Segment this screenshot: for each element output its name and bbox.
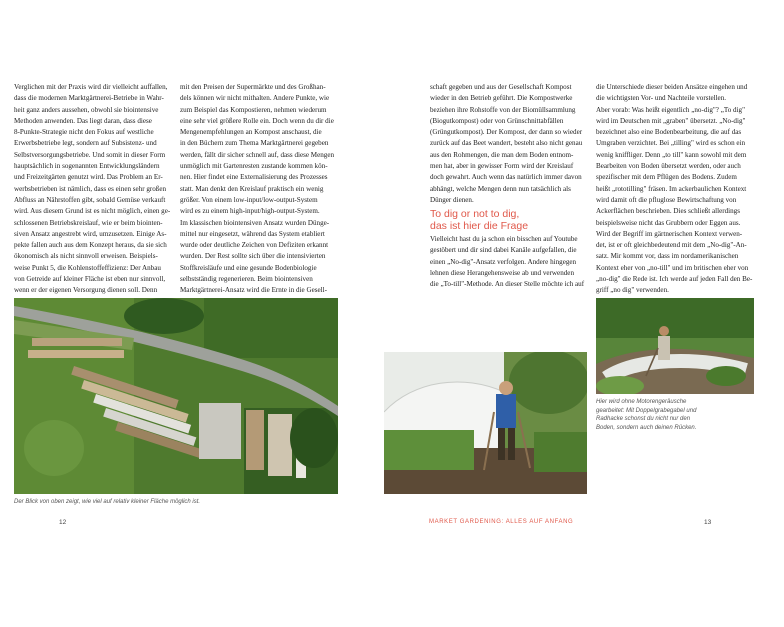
left-column-2: mit den Preisen der Supermärkte und des Großhan- dels können wir nicht mithalten. Andere Punkte, wie zum Beispiel das Kompostieren, nehmen wiederum eine sehr viel größere Rolle ein. Doch wenn du dir die Mengenempfehlungen an Kompost anschaust, die in den Büchern zum Thema Marktgärtnerei gegeben werden, fällt dir sicher schnell auf, dass diese Mengen unmöglich mit Gartenresten zustande kommen kön- nen. Hier findet eine Externalisierung des Prozesses statt. Man denkt den Kreislauf praktisch ein wenig größer. Von einem low-input/low-output-System wird es zu einem high-input/high-output-System. Im klassischen biointensiven Ansatz wurden Dünge- mittel nur eingesetzt, während das System etabliert wurde oder deutliche Zeichen von Defiziten erkannt wurden. Der Rest sollte sich über die intensivierten Stoffkreisläufe und eine gesunde Bodenbiologie selbstständig regenerieren. Beim biointensiven Marktgärtnerei-Ansatz wird die Ernte in die Gesell-	[180, 83, 335, 295]
greenhouse-photo	[596, 298, 754, 394]
right-column-1-top: schaft gegeben und aus der Gesellschaft Kompost wieder in den Betrieb geführt. Die Kompostwerke beziehen ihre Rohstoffe von der Biomüllsammlung (Biogutkompost) oder von Grünschnittabfällen (Grüngutkompost). Der Kompost, der dann so wieder zurück auf das Beet wandert, besteht also nicht genau aus den Rohmengen, die man dem Boden entnom- men hat, aber in gewisser Form wird der Kreislauf doch gewahrt. Auch wenn das natürlich immer davon abhängt, welche Mengen denn nun tatsächlich als Dünger dienen.	[430, 83, 583, 204]
gardener-photo-caption: Hier wird ohne Motorengeräusche gearbeitet: Mit Doppelgrabegabel und Radhacke schonst du nicht nur den Boden, sondern auch deinen Rücken.	[596, 399, 697, 431]
left-column-1: Verglichen mit der Praxis wird dir vielleicht auffallen, dass die modernen Marktgärtnerei-Betriebe in Wahr- heit ganz anders aussehen, obwohl sie biointensive Methoden anwenden. Das liegt daran, dass diese 8-Punkte-Strategie nicht den Fokus auf westliche Erwerbsbetriebe legt, sondern auf Subsistenz- und Selbstversorgungsbetriebe. Und somit in dieser Form hauptsächlich in sogenannten Entwicklungsländern und Freizeitgärten genutzt wird. Das Problem an Er- werbsbetrieben ist nämlich, dass es einen sehr großen Abfluss an Nährstoffen gibt, sobald Gemüse verkauft wird. Aus diesem Grund ist es nicht möglich, einen ge- schlossenen Betriebskreislauf, wie er beim biointen- siven Ansatz angestrebt wird, umzusetzen. Einige As- pekte fallen auch aus dem Konzept heraus, da sie sich ökonomisch als nicht sinnvoll erweisen. Beispiels- weise Punkt 5, die Kohlenstoffeffizienz: Der Anbau von Getreide auf kleiner Fläche ist eben nur sinnvoll, wenn er der eigenen Versorgung dienen soll. Denn	[14, 83, 171, 295]
running-head: MARKET GARDENING: ALLES AUF ANFANG	[429, 519, 574, 525]
aerial-photo-caption: Der Blick von oben zeigt, wie viel auf relativ kleiner Fläche möglich ist.	[14, 499, 201, 505]
right-column-1-bottom: Vielleicht hast du ja schon ein bisschen auf Youtube gestöbert und dir sind dabei Kanäle aufgefallen, die einen „No-dig"-Ansatz verfolgen. Andere hingegen lehnen diese Herangehensweise ab und verwenden die „To-till"-Methode. An dieser Stelle möchte ich auf	[430, 235, 585, 289]
aerial-farm-photo	[14, 298, 338, 494]
page-number-left: 12	[59, 519, 67, 526]
section-heading: To dig or not to dig, das ist hier die Frage	[430, 208, 529, 232]
right-column-2: die Unterschiede dieser beiden Ansätze eingehen und die wichtigsten Vor- und Nachteile vorstellen. Aber vorab: Was heißt eigentlich „no-dig"? „To dig" wird im Deutschen mit „graben" übersetzt. „No-dig" bezeichnet also eine Bodenbearbeitung, die auf das Umgraben verzichtet. Bei „tilling" wird es schon ein wenig kniffliger. Denn „to till" kann sowohl mit dem Bearbeiten von Boden übersetzt werden, oder auch spezifischer mit dem Pflügen des Bodens. Zudem heißt „rototilling" fräsen. Im ackerbaulichen Kontext wird damit oft die pfluglose Bewirtschaftung von Ackerflächen beschrieben. Dies schließt allerdings beispielsweise nicht das Grubbern oder Eggen aus. Wird der Begriff im gärtnerischen Kontext verwen- det, ist er oft gleichbedeutend mit dem „No-dig"-An- satz. Mir kommt vor, dass im nordamerikanischen Kontext eher von „no-till" und im britischen eher von „no-dig" die Rede ist. Ich werde auf jeden Fall den Be- griff „no dig" verwenden.	[596, 83, 753, 295]
page-number-right: 13	[704, 519, 712, 526]
gardener-photo	[384, 352, 587, 494]
